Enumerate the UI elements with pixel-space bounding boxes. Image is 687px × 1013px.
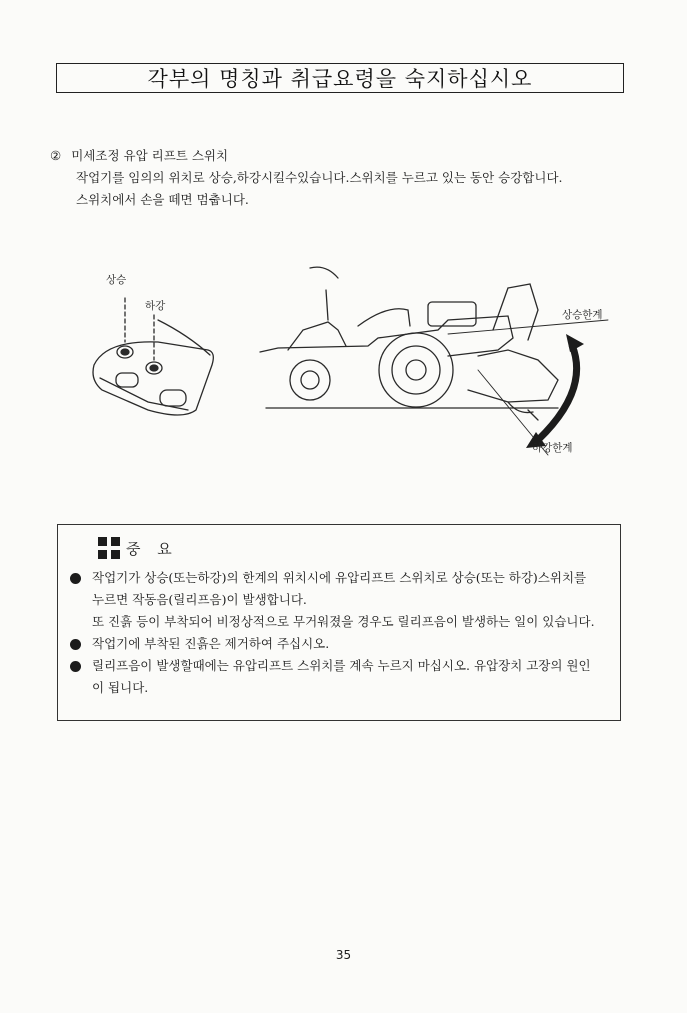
section-body [50, 167, 610, 211]
notice-list [70, 567, 598, 699]
section-heading-text: 미세조정 유압 리프트 스위치 [71, 148, 229, 163]
bullet-icon [70, 639, 81, 650]
lift-switch-section [50, 145, 610, 211]
notice-heading: 중 요 [126, 539, 178, 558]
notice-item [70, 567, 598, 633]
page-title-box [56, 63, 624, 93]
front-wheel [290, 360, 330, 400]
notice-line: 또 진흙 등이 부착되어 비정상적으로 무거워졌을 경우도 릴리프음이 발생하는 일이 있습니다. [92, 614, 595, 629]
tractor-drawing [260, 267, 558, 420]
section-line: 스위치에서 손을 떼면 멈춥니다. [76, 192, 249, 207]
important-icon [98, 537, 120, 559]
section-heading [50, 145, 610, 167]
page-title: 각부의 명칭과 취급요령을 숙지하십시오 [147, 67, 533, 91]
switch-down-label: 하강 [145, 300, 166, 312]
lower-limit-label: 하강한계 [532, 442, 573, 454]
switch-panel [93, 342, 213, 415]
lift-range-arrow [538, 345, 577, 440]
section-number: ② [50, 148, 62, 163]
notice-line: 릴리프음이 발생할때에는 유압리프트 스위치를 계속 누르지 마십시오. 유압장치 고장의 원인이 됩니다. [92, 658, 591, 695]
notice-item [70, 655, 598, 699]
notice-line: 작업기에 부착된 진흙은 제거하여 주십시오. [92, 636, 330, 651]
important-notice-box [57, 524, 621, 721]
bullet-icon [70, 661, 81, 672]
page-number: 35 [335, 948, 352, 962]
notice-item [70, 633, 598, 655]
upper-limit-label: 상승한계 [562, 309, 603, 321]
rear-wheel [379, 333, 453, 407]
bullet-icon [70, 573, 81, 584]
switch-up-label: 상승 [106, 274, 127, 286]
section-line: 작업기를 임의의 위치로 상승,하강시킬수있습니다.스위치를 누르고 있는 동안 승강합니다. [76, 170, 563, 185]
notice-line: 작업기가 상승(또는하강)의 한계의 위치시에 유압리프트 스위치로 상승(또는 하강)스위치를 누르면 작동음(릴리프음)이 발생합니다. [92, 570, 587, 607]
lift-diagram [88, 260, 628, 480]
notice-header [98, 537, 178, 559]
